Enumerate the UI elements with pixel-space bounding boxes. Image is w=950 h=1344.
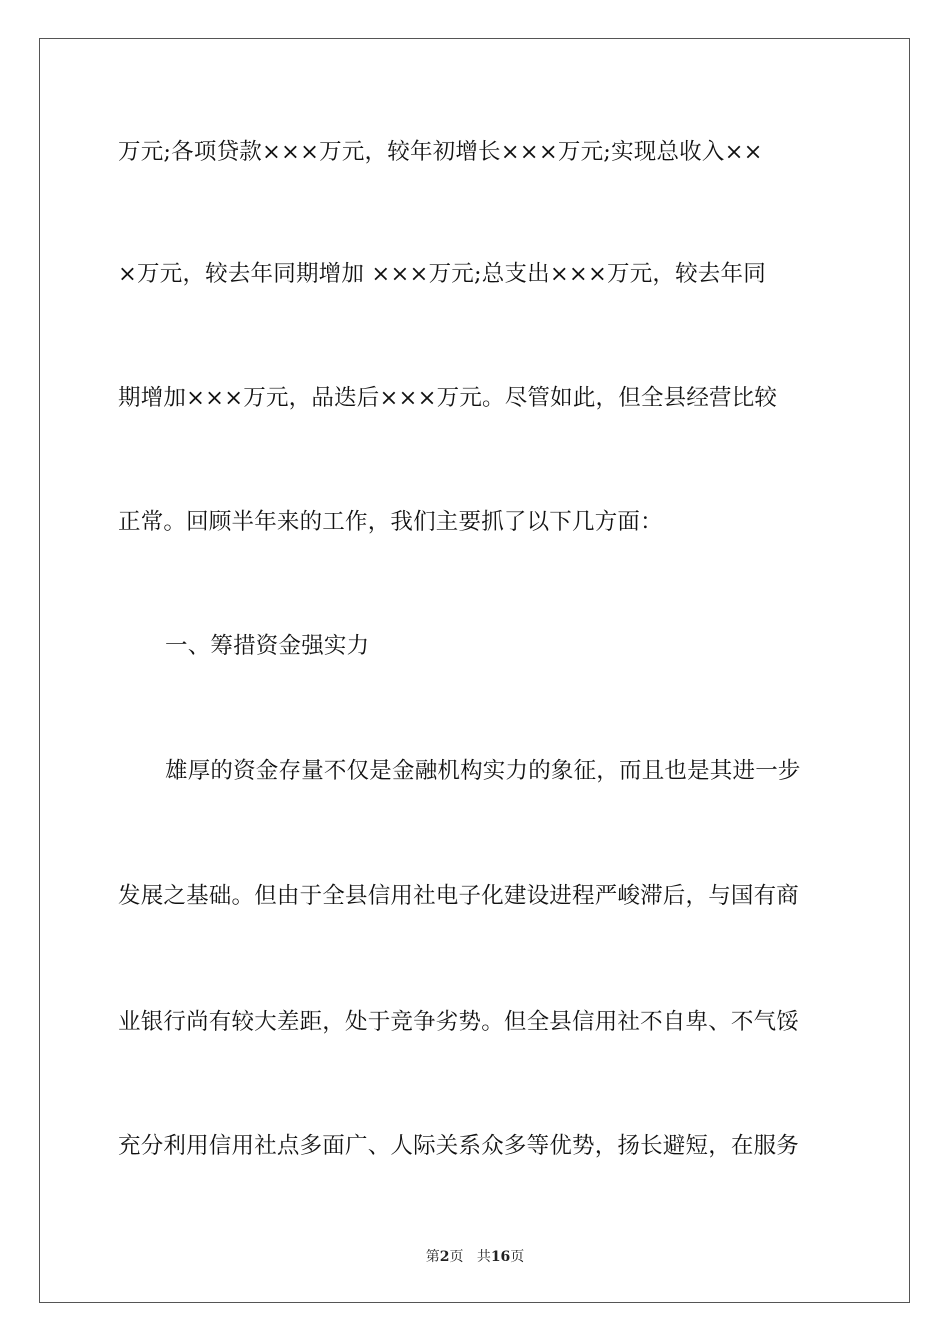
body-line-7: 发展之基础。但由于全县信用社电子化建设进程严峻滞后，与国有商	[118, 883, 800, 909]
section-heading: 一、筹措资金强实力	[165, 633, 370, 659]
page-footer	[0, 1247, 950, 1267]
body-line-2: ×万元，较去年同期增加 ×××万元;总支出×××万元，较去年同	[118, 261, 766, 287]
footer-prefix: 第	[425, 1249, 440, 1265]
body-line-3: 期增加×××万元，品迭后×××万元。尽管如此，但全县经营比较	[118, 385, 778, 411]
body-line-4: 正常。回顾半年来的工作，我们主要抓了以下几方面：	[118, 509, 663, 535]
footer-total-prefix: 共	[476, 1249, 491, 1265]
body-line-9: 充分利用信用社点多面广、人际关系众多等优势，扬长避短，在服务	[118, 1133, 800, 1159]
body-line-8: 业银行尚有较大差距，处于竞争劣势。但全县信用社不自卑、不气馁	[118, 1009, 800, 1035]
page-border	[39, 38, 910, 1303]
body-line-6: 雄厚的资金存量不仅是金融机构实力的象征，而且也是其进一步	[165, 758, 801, 784]
footer-total-pages: 16	[490, 1249, 511, 1265]
footer-page-number: 2	[439, 1249, 450, 1265]
footer-total-suffix: 页	[510, 1249, 525, 1265]
body-line-1: 万元;各项贷款×××万元，较年初增长×××万元;实现总收入××	[118, 139, 763, 165]
footer-page-suffix: 页	[449, 1249, 464, 1265]
